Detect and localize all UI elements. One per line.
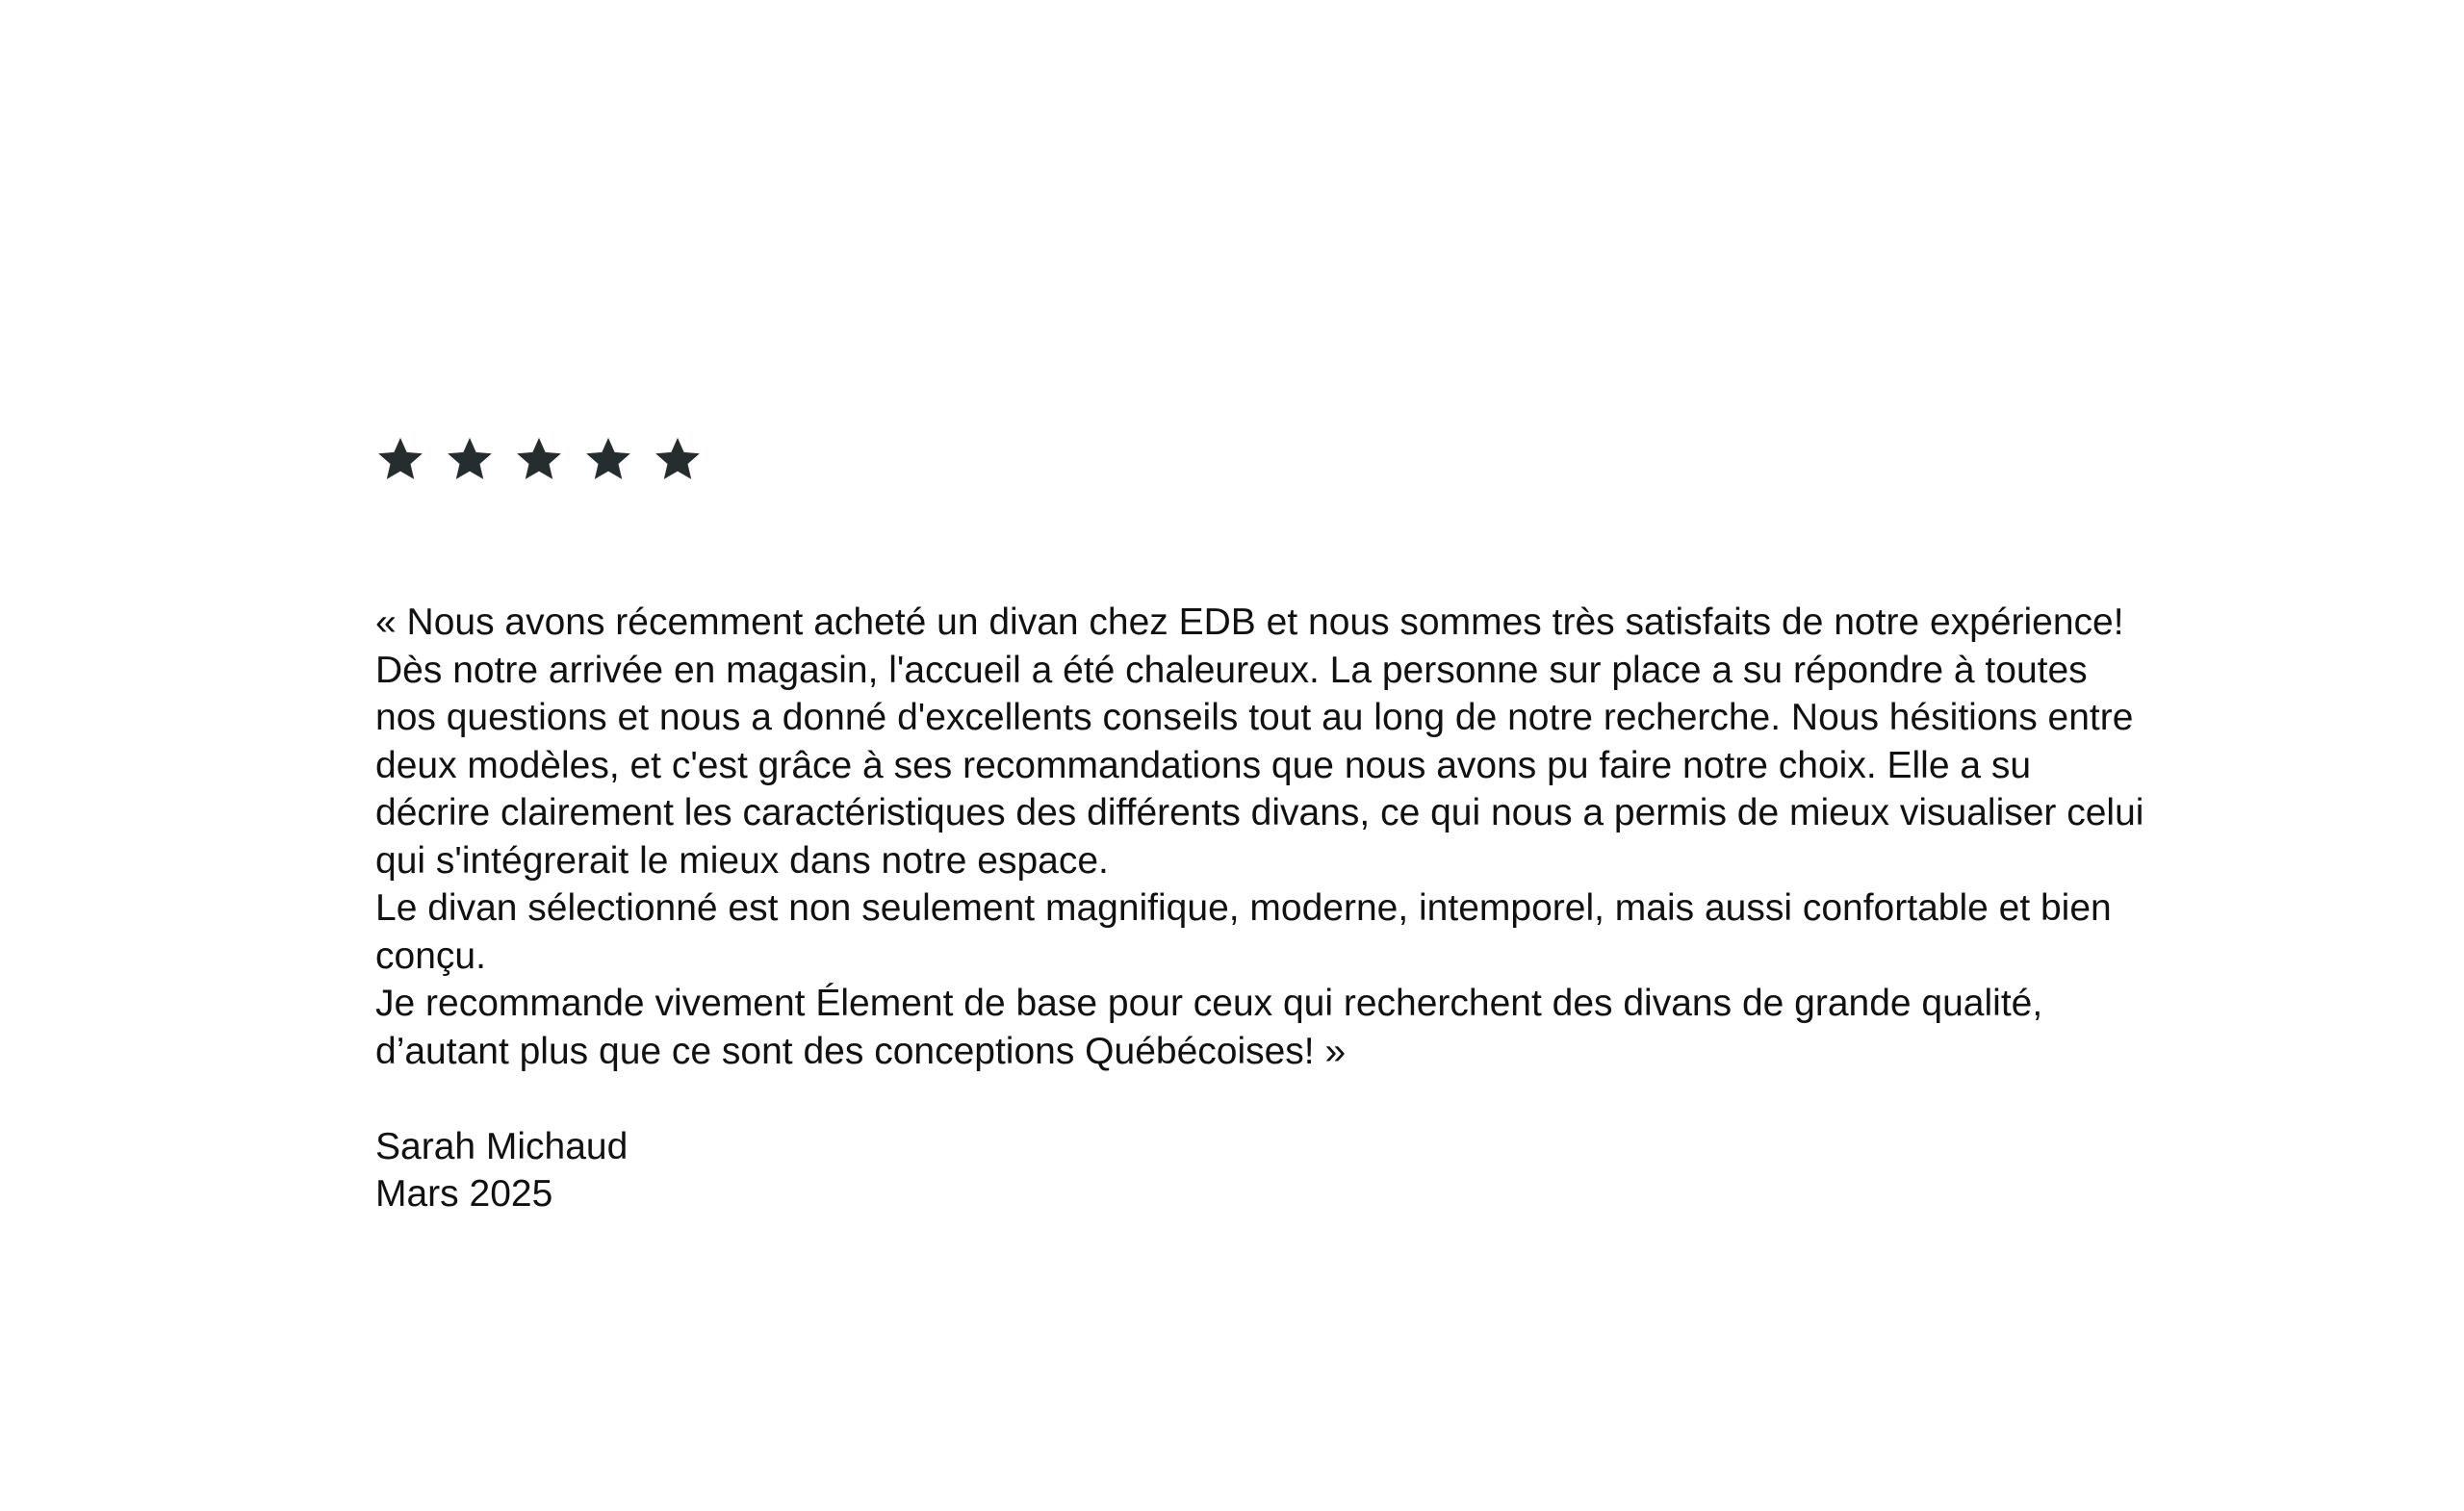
star-icon: [514, 434, 564, 484]
star-rating: [375, 431, 2156, 487]
review-card: [375, 431, 2156, 1218]
review-date: Mars 2025: [375, 1173, 553, 1215]
review-paragraph: Le divan sélectionné est non seulement magnifique, moderne, intemporel, mais aussi confortable et bien conçu.: [375, 887, 2112, 977]
star-icon: [375, 434, 425, 484]
review-author: Sarah Michaud: [375, 1125, 629, 1167]
review-paragraph: Je recommande vivement Élement de base pour ceux qui recherchent des divans de grande qualité, d’autant plus que ce sont des conceptions Québécoises! »: [375, 983, 2043, 1072]
star-icon: [583, 434, 633, 484]
review-signature: [375, 1123, 2156, 1218]
star-icon: [445, 434, 495, 484]
review-paragraph: « Nous avons récemment acheté un divan chez EDB et nous sommes très satisfaits de notre expérience!: [375, 602, 2124, 643]
star-icon: [653, 434, 703, 484]
review-paragraph: Dès notre arrivée en magasin, l'accueil a été chaleureux. La personne sur place a su répondre à toutes nos questions et nous a donné d'excellents conseils tout au long de notre recherche. Nous hésitions entre deux modèles, et c'est grâce à ses recommandations que nous avons pu faire notre choix. Elle a su décrire clairement les caractéristiques des différents divans, ce qui nous a permis de mieux visualiser celui qui s'intégrerait le mieux dans notre espace.: [375, 649, 2144, 882]
review-text: [375, 599, 2156, 1075]
